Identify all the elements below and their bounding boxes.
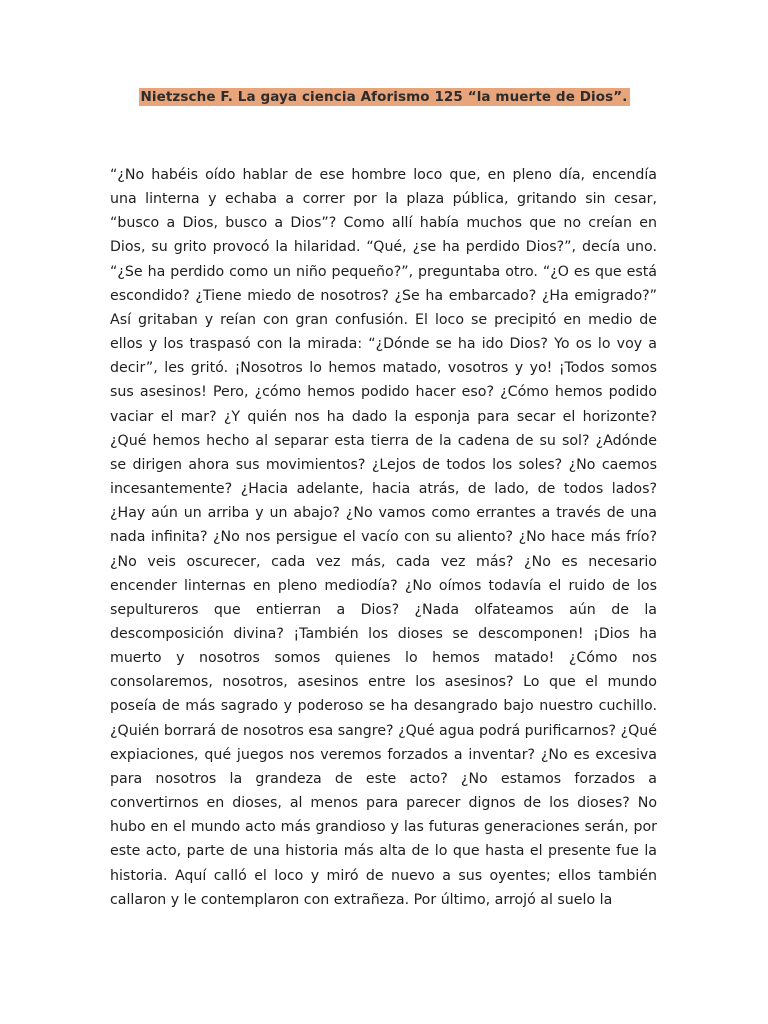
title-container	[0, 86, 768, 106]
body-paragraph: “¿No habéis oído hablar de ese hombre loco que, en pleno día, encendía una linterna y echaba a correr por la plaza pública, gritando sin cesar, “busco a Dios, busco a Dios”? Como allí había muchos que no creían en Dios, su grito provocó la hilaridad. “Qué, ¿se ha perdido Dios?”, decía uno. “¿Se ha perdido como un niño pequeño?”, preguntaba otro. “¿O es que está escondido? ¿Tiene miedo de nosotros? ¿Se ha embarcado? ¿Ha emigrado?” Así gritaban y reían con gran confusión. El loco se precipitó en medio de ellos y los traspasó con la mirada: “¿Dónde se ha ido Dios? Yo os lo voy a decir”, les gritó. ¡Nosotros lo hemos matado, vosotros y yo! ¡Todos somos sus asesinos! Pero, ¿cómo hemos podido hacer eso? ¿Cómo hemos podido vaciar el mar? ¿Y quién nos ha dado la esponja para secar el horizonte? ¿Qué hemos hecho al separar esta tierra de la cadena de su sol? ¿Adónde se dirigen ahora sus movimientos? ¿Lejos de todos los soles? ¿No caemos incesantemente? ¿Hacia adelante, hacia atrás, de lado, de todos lados? ¿Hay aún un arriba y un abajo? ¿No vamos como errantes a través de una nada infinita? ¿No nos persigue el vacío con su aliento? ¿No hace más frío? ¿No veis oscurecer, cada vez más, cada vez más? ¿No es necesario encender linternas en pleno mediodía? ¿No oímos todavía el ruido de los sepultureros que entierran a Dios? ¿Nada olfateamos aún de la descomposición divina? ¡También los dioses se descomponen! ¡Dios ha muerto y nosotros somos quienes lo hemos matado! ¿Cómo nos consolaremos, nosotros, asesinos entre los asesinos? Lo que el mundo poseía de más sagrado y poderoso se ha desangrado bajo nuestro cuchillo. ¿Quién borrará de nosotros esa sangre? ¿Qué agua podrá purificarnos? ¿Qué expiaciones, qué juegos nos veremos forzados a inventar? ¿No es excesiva para nosotros la grandeza de este acto? ¿No estamos forzados a convertirnos en dioses, al menos para parecer dignos de los dioses? No hubo en el mundo acto más grandioso y las futuras generaciones serán, por este acto, parte de una historia más alta de lo que hasta el presente fue la historia. Aquí calló el loco y miró de nuevo a sus oyentes; ellos también callaron y le contemplaron con extrañeza. Por último, arrojó al suelo la	[110, 167, 657, 908]
document-title: Nietzsche F. La gaya ciencia Aforismo 125 “la muerte de Dios”.	[140, 89, 628, 105]
